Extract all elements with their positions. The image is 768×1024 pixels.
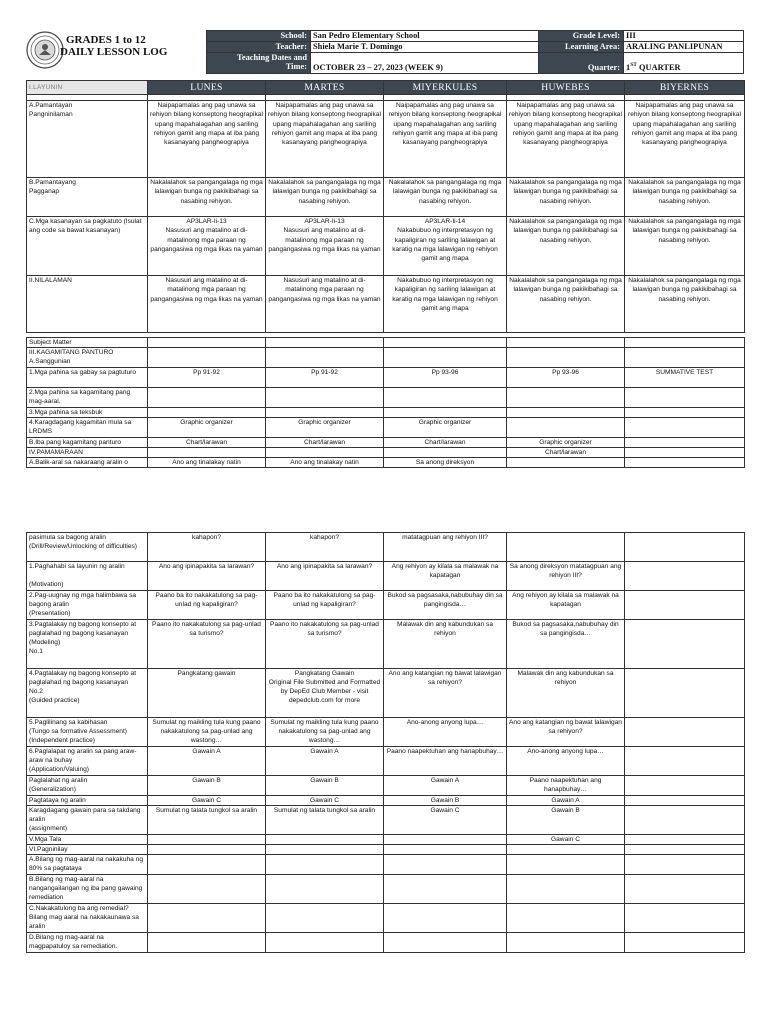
day-cell: Paano ito nakakatulong sa pag-unlad sa turismo? — [148, 620, 266, 669]
row-label-cell: III.KAGAMITANG PANTURO A.Sanggunian — [27, 348, 148, 368]
day-cell: Nakalalahok sa pangangalaga ng mga lalawigan bunga ng pakikibahagi sa nasabing rehiyon. — [266, 178, 384, 217]
table-row — [27, 348, 745, 368]
grade-label: Grade Level: — [539, 31, 624, 42]
day-header-biyernes: BIYERNES — [625, 81, 745, 95]
day-cell: Gawain C — [384, 806, 507, 835]
day-cell: Nakalalahok sa pangangalaga ng mga lalawigan bunga ng pakikibahagi sa nasabing rehiyon. — [625, 217, 745, 276]
table-row — [27, 458, 745, 468]
day-cell: Bukod sa pagsasaka,nabubuhay din sa pangingisda… — [507, 620, 625, 669]
day-cell — [384, 845, 507, 855]
day-cell — [384, 875, 507, 904]
table-row — [27, 408, 745, 418]
row-label-cell: pasimula sa bagong aralin (Drill/Review/Unlocking of difficulties) — [27, 533, 148, 562]
day-cell — [266, 388, 384, 408]
dates-label — [207, 53, 311, 74]
day-cell: Malawak din ang kabundukan sa rehiyon — [384, 620, 507, 669]
day-cell: kahapon? — [148, 533, 266, 562]
day-cell — [384, 448, 507, 458]
day-cell — [507, 845, 625, 855]
day-cell: Paano naapektuhan ang hanapbuhay… — [507, 776, 625, 796]
day-cell — [625, 835, 745, 845]
day-cell — [384, 388, 507, 408]
day-cell — [148, 408, 266, 418]
day-cell — [266, 338, 384, 348]
day-cell — [625, 418, 745, 438]
day-cell: SUMMATIVE TEST — [625, 368, 745, 388]
table-row — [27, 591, 745, 620]
table-row — [27, 806, 745, 835]
day-cell — [384, 348, 507, 368]
day-cell: Pangkatang Gawain Original File Submitted and Formatted by DepEd Club Member - visit depedclub.com for more — [266, 669, 384, 718]
day-cell — [507, 933, 625, 953]
day-cell — [384, 904, 507, 933]
table-row — [27, 933, 745, 953]
row-label-cell: 4.Pagtalakay ng bagong konsepto at paglalahad ng bagong kasanayan No.2 (Guided practice) — [27, 669, 148, 718]
table-row — [27, 875, 745, 904]
day-header-miyerkules: MIYERKULES — [384, 81, 507, 95]
day-cell: Sa anong direksyon — [384, 458, 507, 468]
row-label-cell: 2.Pag-uugnay ng mga halimbawa sa bagong aralin (Presentation) — [27, 591, 148, 620]
day-cell: Ang rehiyon ay kilala sa malawak na kapatagan — [507, 591, 625, 620]
table-row — [27, 796, 745, 806]
day-cell: Naipapamalas ang pag unawa sa rehiyon bilang konseptong heograpikal upang mapahalagahan ang sariling rehiyon gamit ang mapa at iba pang kasanayang pangheograpiya — [384, 101, 507, 178]
day-cell: Ano ang katangian ng bawat lalawigan sa rehiyon? — [384, 669, 507, 718]
day-cell: Nasusuri ang matalino at di-matalinong mga paraan ng pangangasiwa ng mga likas na yaman — [266, 276, 384, 333]
day-cell: Sumulat ng talata tungkol sa aralin — [266, 806, 384, 835]
day-cell: Gawain A — [507, 796, 625, 806]
day-cell: matatagpuan ang rehiyon III? — [384, 533, 507, 562]
dates-label-1: Teaching Dates and — [237, 53, 307, 62]
day-cell: Nakalalahok sa pangangalaga ng mga lalawigan bunga ng pakikibahagi sa nasabing rehiyon. — [507, 178, 625, 217]
day-cell — [625, 747, 745, 776]
day-cell: Naipapamalas ang pag unawa sa rehiyon bilang konseptong heograpikal upang mapahalagahan ang sariling rehiyon gamit ang mapa at iba pang kasanayang pangheograpiya — [148, 101, 266, 178]
table-row — [27, 718, 745, 747]
day-cell: Ano ang tinalakay natin — [266, 458, 384, 468]
table-row — [27, 368, 745, 388]
day-cell: Sumulat ng maikling tula kung paano nakakatulong sa pag-unlad ang wastong… — [148, 718, 266, 747]
teacher-label: Teacher: — [207, 42, 311, 53]
day-cell: Ano-anong anyong lupa… — [507, 747, 625, 776]
day-cell: Gawain A — [148, 747, 266, 776]
day-cell: Graphic organizer — [266, 418, 384, 438]
quarter-num: 1 — [626, 63, 631, 72]
day-cell — [625, 845, 745, 855]
day-cell — [507, 458, 625, 468]
day-cell — [148, 835, 266, 845]
table-row — [27, 620, 745, 669]
lesson-table-bottom — [26, 532, 745, 953]
quarter-sup: ST — [630, 62, 637, 69]
day-cell — [625, 669, 745, 718]
day-cell — [625, 438, 745, 448]
table-row — [27, 178, 745, 217]
day-cell — [625, 408, 745, 418]
area-label: Learning Area: — [539, 42, 624, 53]
day-cell — [266, 845, 384, 855]
day-cell: Naipapamalas ang pag unawa sa rehiyon bilang konseptong heograpikal upang mapahalagahan ang sariling rehiyon gamit ang mapa at iba pang kasanayang pangheograpiya — [625, 101, 745, 178]
title-line-2: DAILY LESSON LOG — [60, 46, 168, 58]
day-cell — [625, 562, 745, 591]
day-cell: Graphic organizer — [384, 418, 507, 438]
table-row — [27, 669, 745, 718]
day-cell — [625, 875, 745, 904]
area-value: ARALING PANLIPUNAN — [624, 42, 744, 53]
table-row — [27, 562, 745, 591]
day-cell — [625, 388, 745, 408]
day-cell — [384, 338, 507, 348]
deped-seal-icon — [26, 31, 64, 69]
day-cell: Gawain A — [384, 776, 507, 796]
day-cell: Ano ang ipinapakita sa larawan? — [148, 562, 266, 591]
row-label-cell: 4.Karagdagang kagamitan mula sa LRDMS — [27, 418, 148, 438]
row-label-cell: V.Mga Tala — [27, 835, 148, 845]
quarter-label: Quarter: — [539, 53, 624, 74]
row-label-cell: 2.Mga pahina sa kagamitang pang mag-aaral. — [27, 388, 148, 408]
row-label-cell: B.Pamantayang Pagganap — [27, 178, 148, 217]
day-cell: Gawain B — [384, 796, 507, 806]
row-label-cell: 6.Paglalapat ng aralin sa pang araw-araw na buhay (Application/Valuing) — [27, 747, 148, 776]
row-label-cell: A.Pamantayan Pangninilaman — [27, 101, 148, 178]
title-line-1: GRADES 1 to 12 — [66, 34, 146, 46]
day-cell — [507, 533, 625, 562]
day-cell — [384, 408, 507, 418]
row-label-cell: 3.Pagtalakay ng bagong konsepto at paglalahad ng bagong kasanayan (Modeling) No.1 — [27, 620, 148, 669]
day-cell: Nakalalahok sa pangangalaga ng mga lalawigan bunga ng pakikibahagi sa nasabing rehiyon. — [507, 217, 625, 276]
day-cell — [625, 591, 745, 620]
day-cell: Nakabubuo ng interpretasyon ng kapaligiran ng sariling lalawigan at karatig na mga lalawigan ng rehiyon gamit ang mapa — [384, 276, 507, 333]
dates-label-2: Time: — [285, 62, 307, 71]
day-cell: Nakalalahok sa pangangalaga ng mga lalawigan bunga ng pakikibahagi sa nasabing rehiyon. — [625, 178, 745, 217]
day-cell: Pp 93-96 — [507, 368, 625, 388]
day-cell — [625, 718, 745, 747]
row-label-cell: 1.Paghahabi sa layunin ng aralin (Motivation) — [27, 562, 148, 591]
quarter-value — [624, 53, 744, 74]
day-cell: Ano ang ipinapakita sa larawan? — [266, 562, 384, 591]
deped-seal — [26, 31, 64, 69]
day-cell: Bukod sa pagsasaka,nabubuhay din sa pangingisda… — [384, 591, 507, 620]
day-cell: Gawain B — [266, 776, 384, 796]
day-cell — [625, 933, 745, 953]
day-cell: Graphic organizer — [148, 418, 266, 438]
day-cell — [266, 875, 384, 904]
day-cell: Nakalalahok sa pangangalaga ng mga lalawigan bunga ng pakikibahagi sa nasabing rehiyon. — [625, 276, 745, 333]
day-header-martes: MARTES — [266, 81, 384, 95]
table-row — [27, 217, 745, 276]
day-cell: Pp 93-96 — [384, 368, 507, 388]
row-label-cell: Subject Matter — [27, 338, 148, 348]
day-cell — [625, 533, 745, 562]
row-label-cell: VI.Pagninilay — [27, 845, 148, 855]
table-row — [27, 835, 745, 845]
row-label-cell: Paglalahat ng aralin (Generalization) — [27, 776, 148, 796]
day-cell: Nakalalahok sa pangangalaga ng mga lalawigan bunga ng pakikibahagi sa nasabing rehiyon. — [148, 178, 266, 217]
day-cell: Paano naapektuhan ang hanapbuhay… — [384, 747, 507, 776]
table-row — [27, 448, 745, 458]
row-label-cell: Karagdagang gawain para sa takdang aralin (assignment) — [27, 806, 148, 835]
grade-value: III — [624, 31, 744, 42]
day-cell — [625, 348, 745, 368]
day-cell — [384, 933, 507, 953]
day-cell — [507, 388, 625, 408]
row-label-cell: B.Iba pang kagamitang panturo — [27, 438, 148, 448]
day-cell — [507, 904, 625, 933]
dates-value: OCTOBER 23 – 27, 2023 (WEEK 9) — [311, 53, 539, 74]
row-label-cell: B.Bilang ng mag-aaral na nangangailangan ng iba pang gawaing remediation — [27, 875, 148, 904]
day-cell — [625, 796, 745, 806]
row-label-cell: II.NILALAMAN — [27, 276, 148, 333]
section-header-layunin: I.LAYUNIN — [27, 81, 148, 95]
day-cell: Paano ba ito nakakatulong sa pag-unlad ng kapaligiran? — [148, 591, 266, 620]
day-cell: Chart/larawan — [507, 448, 625, 458]
day-cell: Chart/larawan — [266, 438, 384, 448]
day-cell — [625, 620, 745, 669]
day-cell: Gawain B — [507, 806, 625, 835]
day-cell: Sumulat ng talata tungkol sa aralin — [148, 806, 266, 835]
school-value: San Pedro Elementary School — [311, 31, 539, 42]
day-cell: Gawain C — [507, 835, 625, 845]
table-row — [27, 418, 745, 438]
day-cell — [384, 855, 507, 875]
row-label-cell: 3.Mga pahina sa teksbuk — [27, 408, 148, 418]
day-cell — [625, 904, 745, 933]
day-cell — [384, 835, 507, 845]
day-cell: Nakalalahok sa pangangalaga ng mga lalawigan bunga ng pakikibahagi sa nasabing rehiyon. — [384, 178, 507, 217]
row-label-cell: 1.Mga pahina sa gabay sa pagtuturo — [27, 368, 148, 388]
row-label-cell: C.Nakakatulong ba ang remedial? Bilang mag aaral na nakakaunawa sa aralin — [27, 904, 148, 933]
table-row — [27, 845, 745, 855]
row-label-cell: IV.PAMAMARAAN — [27, 448, 148, 458]
day-cell — [625, 448, 745, 458]
table-row — [27, 747, 745, 776]
day-cell — [148, 338, 266, 348]
school-label: School: — [207, 31, 311, 42]
table-row — [27, 855, 745, 875]
day-cell — [507, 418, 625, 438]
day-cell: Ang rehiyon ay kilala sa malawak na kapatagan — [384, 562, 507, 591]
day-cell — [148, 933, 266, 953]
day-cell — [625, 806, 745, 835]
day-cell: Gawain C — [266, 796, 384, 806]
day-cell: Ano ang tinalakay natin — [148, 458, 266, 468]
day-cell — [148, 875, 266, 904]
day-cell: AP3LAR-Ii-13 Nasusuri ang matalino at di-matalinong mga paraan ng pangangasiwa ng mga likas na yaman — [266, 217, 384, 276]
day-cell — [266, 408, 384, 418]
day-cell: Naipapamalas ang pag unawa sa rehiyon bilang konseptong heograpikal upang mapahalagahan ang sariling rehiyon gamit ang mapa at iba pang kasanayang pangheograpiya — [507, 101, 625, 178]
day-cell — [507, 875, 625, 904]
table-row — [27, 388, 745, 408]
day-cell: Paano ito nakakatulong sa pag-unlad sa turismo? — [266, 620, 384, 669]
day-cell — [148, 855, 266, 875]
table-row — [27, 904, 745, 933]
day-cell: Gawain C — [148, 796, 266, 806]
row-label-cell: C.Mga kasanayan sa pagkatuto (Isulat ang code sa bawat kasanayan) — [27, 217, 148, 276]
day-cell: Sa anong direksyon matatagpuan ang rehiyon III? — [507, 562, 625, 591]
table-row — [27, 338, 745, 348]
day-cell: AP3LAR-Ii-13 Nasusuri ang matalino at di-matalinong mga paraan ng pangangasiwa ng mga likas na yaman — [148, 217, 266, 276]
day-cell — [625, 458, 745, 468]
day-cell: Pp 91-92 — [148, 368, 266, 388]
day-cell: Ano ang katangian ng bawat lalawigan sa rehiyon? — [507, 718, 625, 747]
quarter-word: QUARTER — [636, 63, 681, 72]
day-cell — [148, 348, 266, 368]
header-info-table — [206, 30, 744, 74]
day-cell — [266, 904, 384, 933]
day-cell: Pp 91-92 — [266, 368, 384, 388]
day-cell — [266, 448, 384, 458]
table-row — [27, 276, 745, 333]
day-cell — [266, 348, 384, 368]
day-cell: Pangkatang gawain — [148, 669, 266, 718]
day-cell: Ano-anong anyong lupa… — [384, 718, 507, 747]
day-cell: AP3LAR-Ii-14 Nakabubuo ng interpretasyon ng kapaligiran ng sariling lalawigan at karatig na mga lalawigan ng rehiyon gamit ang mapa — [384, 217, 507, 276]
row-label-cell: Pagtataya ng aralin — [27, 796, 148, 806]
day-cell — [507, 338, 625, 348]
day-cell — [266, 933, 384, 953]
day-cell: Nakalalahok sa pangangalaga ng mga lalawigan bunga ng pakikibahagi sa nasabing rehiyon. — [507, 276, 625, 333]
day-cell: Gawain A — [266, 747, 384, 776]
day-cell — [507, 408, 625, 418]
day-cell — [625, 776, 745, 796]
day-cell: Sumulat ng maikling tula kung paano nakakatulong sa pag-unlad ang wastong… — [266, 718, 384, 747]
day-cell — [625, 338, 745, 348]
day-cell: Naipapamalas ang pag unawa sa rehiyon bilang konseptong heograpikal upang mapahalagahan ang sariling rehiyon gamit ang mapa at iba pang kasanayang pangheograpiya — [266, 101, 384, 178]
table-row — [27, 533, 745, 562]
day-cell: Paano ba ito nakakatulong sa pag-unlad ng kapaligiran? — [266, 591, 384, 620]
day-cell — [148, 388, 266, 408]
day-cell: Malawak din ang kabundukan sa rehiyon — [507, 669, 625, 718]
day-cell — [625, 855, 745, 875]
day-header-huwebes: HUWEBES — [507, 81, 625, 95]
day-cell: Nasusuri ang matalino at di-matalinong mga paraan ng pangangasiwa ng mga likas na yaman — [148, 276, 266, 333]
day-cell — [148, 845, 266, 855]
day-cell — [266, 855, 384, 875]
day-cell: Chart/larawan — [148, 438, 266, 448]
day-cell: Gawain B — [148, 776, 266, 796]
table-row — [27, 776, 745, 796]
day-cell — [266, 835, 384, 845]
day-cell — [148, 448, 266, 458]
row-label-cell: A.Balik-aral sa nakaraang aralin o — [27, 458, 148, 468]
row-label-cell: A.Bilang ng mag-aaral na nakakuha ng 80% sa pagtataya — [27, 855, 148, 875]
day-header-lunes: LUNES — [148, 81, 266, 95]
row-label-cell: D.Bilang ng mag-aaral na magpapatuloy sa remediation. — [27, 933, 148, 953]
day-cell — [507, 855, 625, 875]
day-cell: Chart/larawan — [384, 438, 507, 448]
day-cell: kahapon? — [266, 533, 384, 562]
table-row — [27, 438, 745, 448]
table-row — [27, 101, 745, 178]
day-cell: Graphic organizer — [507, 438, 625, 448]
lesson-table-top — [26, 80, 745, 468]
teacher-value: Shiela Marie T. Domingo — [311, 42, 539, 53]
day-cell — [148, 904, 266, 933]
day-cell — [507, 348, 625, 368]
day-header-row — [27, 81, 745, 95]
row-label-cell: 5.Paglilinang sa kabihasan (Tungo sa formative Assessment) (Independent practice) — [27, 718, 148, 747]
